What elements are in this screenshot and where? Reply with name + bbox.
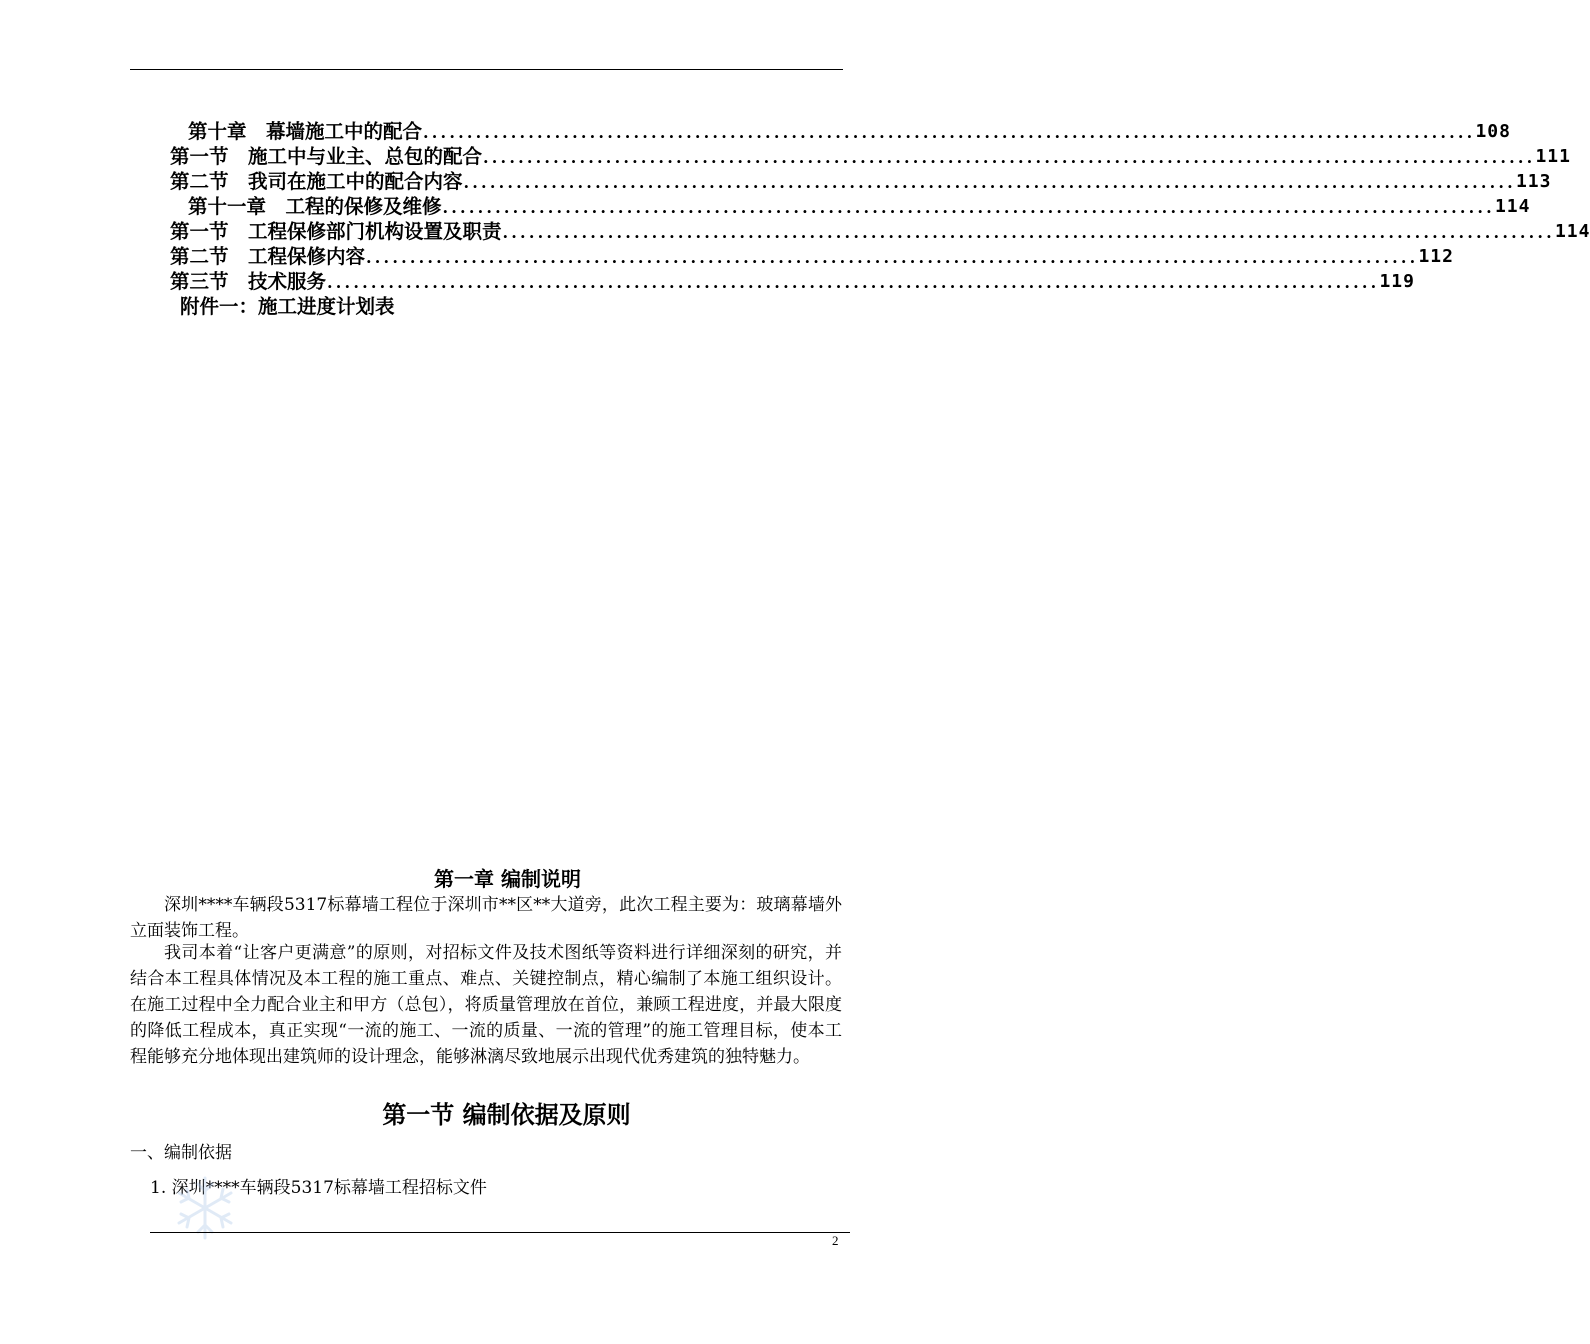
list-item: 1. 深圳****车辆段5317标幕墙工程招标文件 [150,1178,487,1198]
subheading: 一、编制依据 [130,1143,232,1163]
toc-leader-dots: ........................................................................................................................ [502,223,1555,242]
header-rule [130,69,843,70]
toc-entry-page: 114 [1494,196,1531,217]
toc-leader-dots: ........................................................................................................................ [366,248,1419,267]
toc-entry-page: 114 [1554,221,1590,242]
toc-entry-title: 第二节 工程保修内容 [170,245,366,268]
toc-leader-dots: ........................................................................................................................ [442,198,1495,217]
chapter-title: 第一章 编制说明 [434,867,581,891]
toc-entry-title: 第一节 工程保修部门机构设置及职责 [170,220,502,243]
toc-entry[interactable] [170,219,1590,244]
section-title: 第一节 编制依据及原则 [382,1101,631,1129]
footer-rule [150,1232,850,1233]
toc-leader-dots: ........................................................................................................................ [483,148,1536,167]
toc-entry[interactable] [170,269,1415,294]
toc-entry-page: 111 [1535,146,1571,167]
toc-entry-title: 第一节 施工中与业主、总包的配合 [170,145,483,168]
toc-entry[interactable] [170,244,1454,269]
toc-leader-dots: ........................................................................................................................ [327,273,1380,292]
toc-appendix[interactable]: 附件一：施工进度计划表 [180,295,395,318]
toc-entry[interactable] [170,144,1571,169]
toc-leader-dots: ........................................................................................................................ [423,123,1476,142]
toc-entry-page: 119 [1379,271,1415,292]
toc-entry[interactable] [188,194,1531,219]
toc-entry-page: 108 [1475,121,1511,142]
toc-leader-dots: ........................................................................................................................ [463,173,1516,192]
toc-entry-title: 第三节 技术服务 [170,270,327,293]
toc-entry-title: 第二节 我司在施工中的配合内容 [170,170,463,193]
toc-entry[interactable] [170,169,1552,194]
body-paragraph: 我司本着“让客户更满意”的原则，对招标文件及技术图纸等资料进行详细深刻的研究，并结合本工程具体情况及本工程的施工重点、难点、关键控制点，精心编制了本施工组织设计。在施工过程中全力配合业主和甲方（总包），将质量管理放在首位，兼顾工程进度，并最大限度的降低工程成本，真正实现“一流的施工、一流的质量、一流的管理”的施工管理目标，使本工程能够充分地体现出建筑师的设计理念，能够淋漓尽致地展示出现代优秀建筑的独特魅力。 [130,943,842,1067]
toc-entry-page: 113 [1515,171,1552,192]
toc-entry-title: 第十一章 工程的保修及维修 [188,195,442,218]
toc-entry[interactable] [188,119,1511,144]
toc-entry-page: 112 [1418,246,1454,267]
toc-entry-title: 第十章 幕墙施工中的配合 [188,120,423,143]
body-paragraph: 深圳****车辆段5317标幕墙工程位于深圳市**区**大道旁，此次工程主要为：玻璃幕墙外立面装饰工程。 [130,895,842,941]
snowflake-watermark-icon [165,1172,245,1244]
page-number: 2 [832,1233,839,1248]
